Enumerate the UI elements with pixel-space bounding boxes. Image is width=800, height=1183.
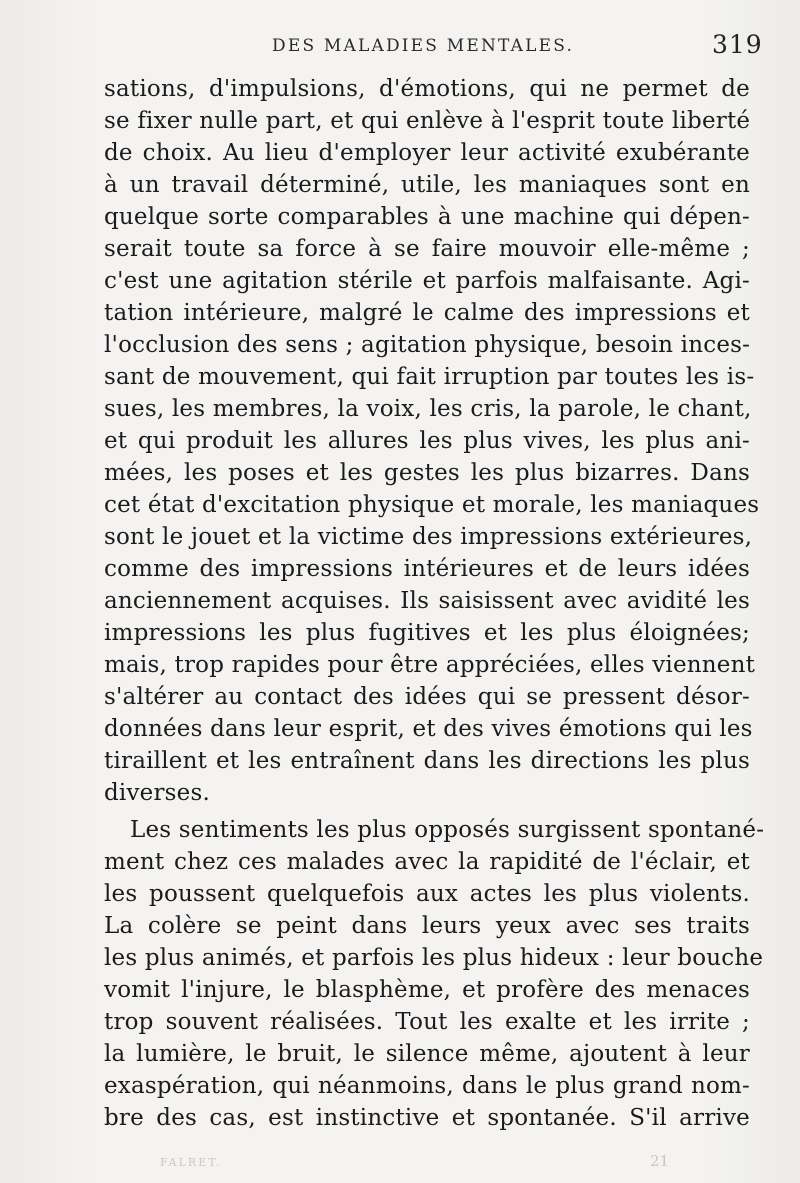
text-line: l'occlusion des sens ; agitation physique, besoin inces- [104, 332, 751, 358]
sheet-number: 21 [650, 1152, 670, 1170]
text-line: se fixer nulle part, et qui enlève à l'esprit toute liberté [104, 108, 751, 134]
text-line: mais, trop rapides pour être appréciées, elles viennent [104, 652, 756, 678]
text-line: La colère se peint dans leurs yeux avec ses traits [104, 913, 750, 939]
text-line: cet état d'excitation physique et morale, les maniaques [104, 492, 760, 518]
text-line: quelque sorte comparables à une machine qui dépen- [104, 204, 750, 230]
printer-signature: FALRET. [160, 1156, 222, 1169]
text-line: données dans leur esprit, et des vives émotions qui les [104, 716, 753, 742]
text-line: sant de mouvement, qui fait irruption par toutes les is- [104, 364, 755, 390]
text-line: trop souvent réalisées. Tout les exalte et les irrite ; [104, 1009, 750, 1035]
text-line: comme des impressions intérieures et de leurs idées [104, 556, 750, 582]
text-line: exaspération, qui néanmoins, dans le plus grand nom- [104, 1073, 750, 1099]
text-line: impressions les plus fugitives et les plus éloignées; [104, 620, 750, 646]
text-line: s'altérer au contact des idées qui se pressent désor- [104, 684, 750, 710]
text-line: anciennement acquises. Ils saisissent avec avidité les [104, 588, 750, 614]
text-line: c'est une agitation stérile et parfois malfaisante. Agi- [104, 268, 750, 294]
text-line: sont le jouet et la victime des impressions extérieures, [104, 524, 753, 550]
text-line: ment chez ces malades avec la rapidité de l'éclair, et [104, 849, 750, 875]
text-line: serait toute sa force à se faire mouvoir elle-même ; [104, 236, 750, 262]
text-line: la lumière, le bruit, le silence même, ajoutent à leur [104, 1041, 750, 1067]
text-line: les plus animés, et parfois les plus hideux : leur bouche [104, 945, 764, 971]
text-line: diverses. [104, 780, 211, 806]
text-line: tation intérieure, malgré le calme des impressions et [104, 300, 750, 326]
text-line: les poussent quelquefois aux actes les plus violents. [104, 881, 750, 907]
paragraph-first-line: Les sentiments les plus opposés surgissent spontané- [130, 817, 765, 843]
text-line: et qui produit les allures les plus vives, les plus ani- [104, 428, 750, 454]
text-line: de choix. Au lieu d'employer leur activité exubérante [104, 140, 750, 166]
text-line: vomit l'injure, le blasphème, et profère des menaces [104, 977, 750, 1003]
text-line: mées, les poses et les gestes les plus bizarres. Dans [104, 460, 750, 486]
text-line: sues, les membres, la voix, les cris, la parole, le chant, [104, 396, 752, 422]
text-line: bre des cas, est instinctive et spontanée. S'il arrive [104, 1105, 750, 1131]
text-line: sations, d'impulsions, d'émotions, qui ne permet de [104, 76, 750, 102]
page-number: 319 [712, 30, 763, 59]
text-line: à un travail déterminé, utile, les maniaques sont en [104, 172, 750, 198]
running-title: DES MALADIES MENTALES. [272, 36, 575, 56]
text-line: tiraillent et les entraînent dans les directions les plus [104, 748, 750, 774]
